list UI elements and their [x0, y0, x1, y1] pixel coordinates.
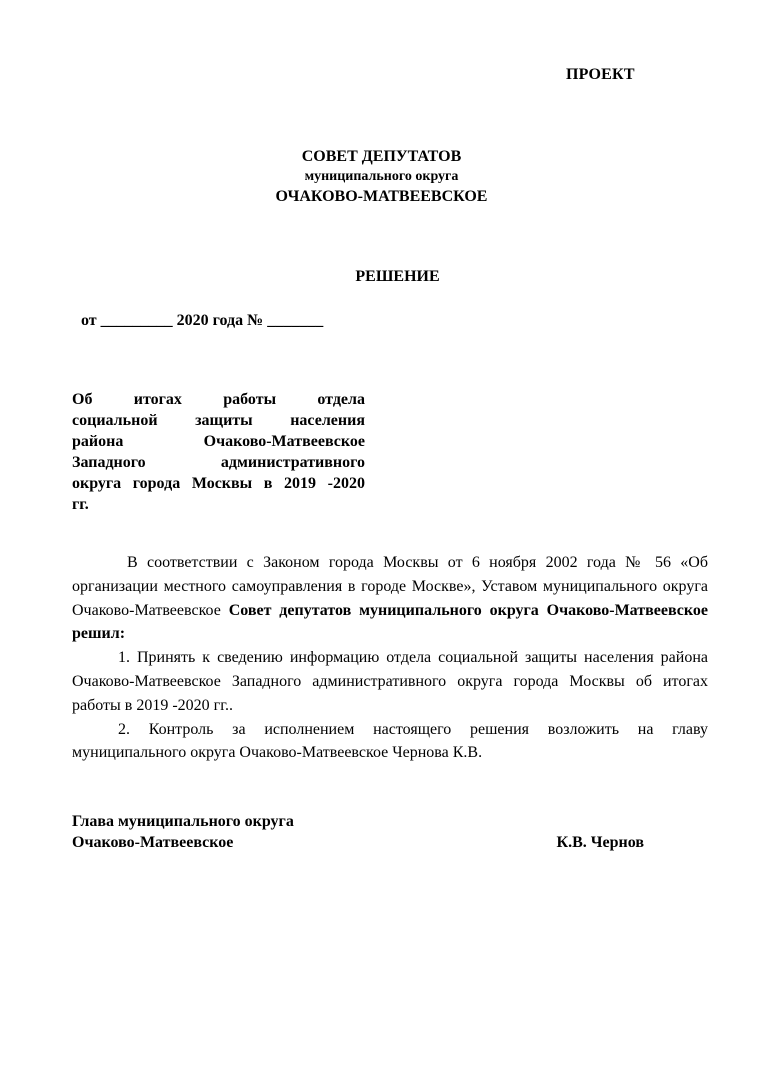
header-name: ОЧАКОВО-МАТВЕЕВСКОЕ	[275, 188, 488, 205]
subject-line: социальной защиты населения	[72, 412, 365, 429]
decision-title: РЕШЕНИЕ	[355, 268, 440, 285]
subject-line-last: гг.	[72, 496, 89, 513]
signature-title-line1: Глава муниципального округа	[72, 813, 294, 830]
signature-block	[72, 811, 652, 853]
signature-title-line2: Очаково-Матвеевское	[72, 834, 234, 851]
draft-mark: ПРОЕКТ	[566, 66, 635, 83]
subject-line: Западного административного	[72, 454, 365, 471]
dateline: от _________ 2020 года № _______	[81, 312, 324, 329]
document-header	[0, 147, 763, 208]
preamble-text: В соответствии с Законом города Москвы от 6 ноября 2002 года № 56 «Об организации местного самоуправления в городе Москве», Уставом муниципального округа Очаково-Матвеевское	[72, 554, 708, 619]
preamble-bold-tail: Совет депутатов муниципального округа Очаково-Матвеевское решил:	[72, 601, 709, 643]
decision-body	[72, 551, 708, 765]
decision-item: 2. Контроль за исполнением настоящего решения возложить на главу муниципального округа Очаково-Матвеевское Чернова К.В.	[72, 720, 708, 762]
preamble-paragraph	[72, 551, 708, 646]
subject-line: района Очаково-Матвеевское	[72, 433, 365, 450]
header-sub: муниципального округа	[304, 169, 459, 184]
header-org: СОВЕТ ДЕПУТАТОВ	[301, 148, 462, 165]
subject-line: округа города Москвы в 2019 -2020	[72, 475, 365, 492]
subject-block	[72, 389, 365, 515]
subject-line: Об итогах работы отдела	[72, 391, 365, 408]
signature-name: К.В. Чернов	[556, 834, 644, 851]
decision-item: 1. Принять к сведению информацию отдела социальной защиты населения района Очаково-Матвеевское Западного административного округа города Москвы об итогах работы в 2019 -2020 гг..	[72, 649, 708, 714]
